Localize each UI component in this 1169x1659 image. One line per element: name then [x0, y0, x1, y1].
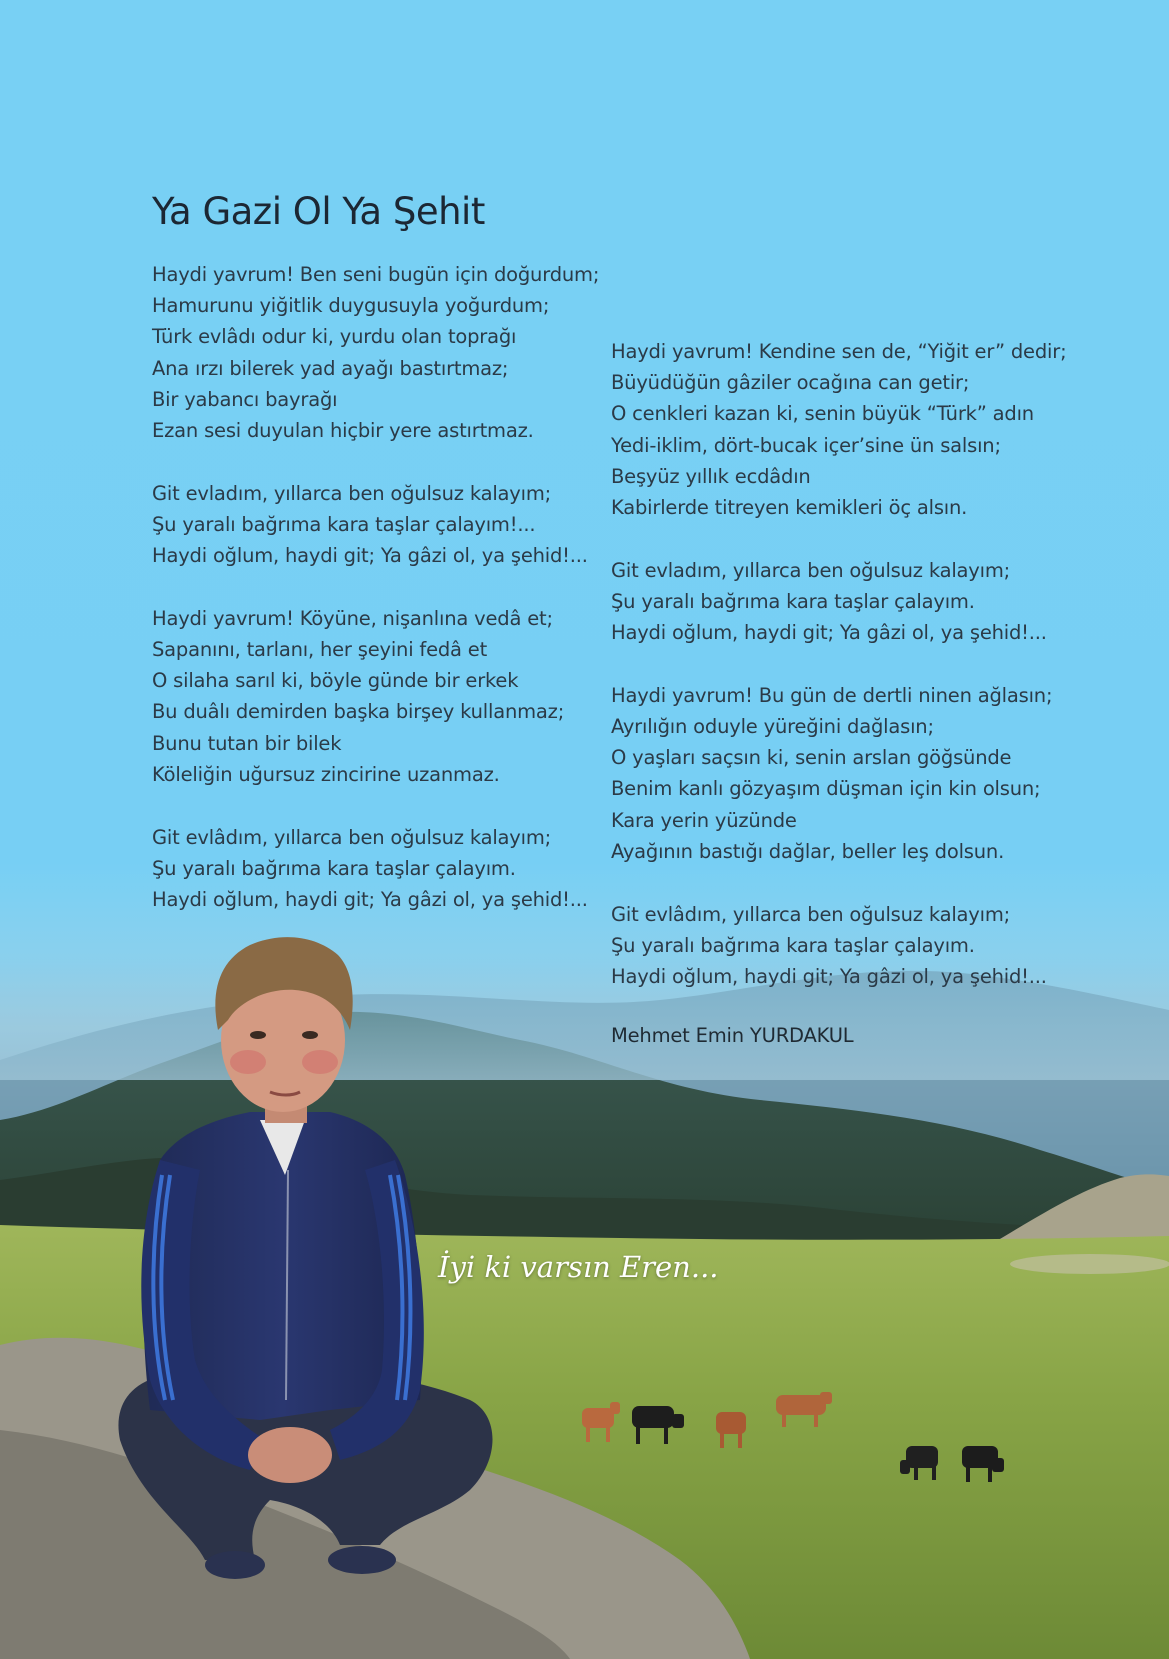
- poem-line: Git evladım, yıllarca ben oğulsuz kalayım;: [611, 558, 1011, 582]
- poem-line: O cenkleri kazan ki, senin büyük “Türk” adın: [611, 402, 1034, 426]
- poem-line: O yaşları saçsın ki, senin arslan göğsünde: [611, 746, 1012, 770]
- poem-line: Haydi oğlum, haydi git; Ya gâzi ol, ya şehid!...: [611, 621, 1047, 645]
- poem-line: Ana ırzı bilerek yad ayağı bastırtmaz;: [152, 356, 509, 380]
- stanza: [611, 899, 1081, 993]
- boy-shoe-left: [205, 1551, 265, 1579]
- poem-line: Haydi yavrum! Kendine sen de, “Yiğit er” dedir;: [611, 340, 1067, 363]
- poem-line: Hamurunu yiğitlik duygusuyla yoğurdum;: [152, 294, 550, 318]
- boy-shoe-right: [328, 1546, 396, 1574]
- poem-line: Haydi oğlum, haydi git; Ya gâzi ol, ya şehid!...: [611, 964, 1047, 988]
- poem-line: Şu yaralı bağrıma kara taşlar çalayım.: [611, 589, 975, 613]
- poem-line: Bir yabancı bayrağı: [152, 387, 338, 411]
- poem-line: Büyüdüğün gâziler ocağına can getir;: [611, 371, 970, 395]
- stanza: [611, 336, 1081, 523]
- poem-line: Kara yerin yüzünde: [611, 808, 797, 832]
- poem-line: Ayağının bastığı dağlar, beller leş dolsun.: [611, 839, 1005, 863]
- poem-line: Bunu tutan bir bilek: [152, 731, 342, 755]
- poem-left-column: [152, 259, 622, 947]
- poem-line: Ezan sesi duyulan hiçbir yere astırtmaz.: [152, 419, 534, 443]
- poem-line: Sapanını, tarlanı, her şeyini fedâ et: [152, 638, 488, 662]
- poem-line: Git evlâdım, yıllarca ben oğulsuz kalayım;: [611, 902, 1011, 926]
- poem-line: O silaha sarıl ki, böyle günde bir erkek: [152, 669, 519, 693]
- poem-line: Benim kanlı gözyaşım düşman için kin olsun;: [611, 777, 1041, 801]
- poem-line: Türk evlâdı odur ki, yurdu olan toprağı: [152, 325, 517, 349]
- poem-line: Haydi yavrum! Bu gün de dertli ninen ağlasın;: [611, 683, 1053, 707]
- boy-cheek-right: [302, 1050, 338, 1074]
- stanza: [611, 680, 1081, 867]
- poem-line: Haydi yavrum! Köyüne, nişanlına vedâ et;: [152, 606, 553, 630]
- boy-eye-left: [250, 1031, 266, 1039]
- poem-line: Haydi oğlum, haydi git; Ya gâzi ol, ya şehid!...: [152, 544, 588, 568]
- boy-cheek-left: [230, 1050, 266, 1074]
- poem-line: Ayrılığın oduyle yüreğini dağlasın;: [611, 715, 934, 739]
- photo-caption: İyi ki varsın Eren...: [438, 1250, 719, 1284]
- stanza: [152, 603, 622, 790]
- stanza: [152, 822, 622, 916]
- poem-line: Şu yaralı bağrıma kara taşlar çalayım.: [611, 933, 975, 957]
- poem-line: Git evladım, yıllarca ben oğulsuz kalayım;: [152, 481, 552, 505]
- poem-line: Haydi yavrum! Ben seni bugün için doğurdum;: [152, 263, 600, 286]
- poem-line: Şu yaralı bağrıma kara taşlar çalayım.: [152, 856, 516, 880]
- poem-author: Mehmet Emin YURDAKUL: [611, 1024, 854, 1047]
- stanza: [611, 555, 1081, 649]
- poem-line: Bu duâlı demirden başka birşey kullanmaz;: [152, 700, 565, 724]
- poem-line: Git evlâdım, yıllarca ben oğulsuz kalayım;: [152, 825, 552, 849]
- poem-line: Köleliğin uğursuz zincirine uzanmaz.: [152, 762, 500, 786]
- stanza: [152, 259, 622, 446]
- boy-hands: [248, 1427, 332, 1483]
- poem-line: Haydi oğlum, haydi git; Ya gâzi ol, ya şehid!...: [152, 887, 588, 911]
- poem-line: Yedi-iklim, dört-bucak içer’sine ün salsın;: [611, 433, 1001, 457]
- poem-title: Ya Gazi Ol Ya Şehit: [152, 190, 485, 233]
- poem-line: Kabirlerde titreyen kemikleri öç alsın.: [611, 496, 968, 520]
- poem-line: Beşyüz yıllık ecdâdın: [611, 464, 811, 488]
- poem-right-column: [611, 336, 1081, 1024]
- stanza: [152, 478, 622, 572]
- meadow-clearing: [1010, 1254, 1169, 1274]
- boy-eye-right: [302, 1031, 318, 1039]
- poem-line: Şu yaralı bağrıma kara taşlar çalayım!...: [152, 512, 536, 536]
